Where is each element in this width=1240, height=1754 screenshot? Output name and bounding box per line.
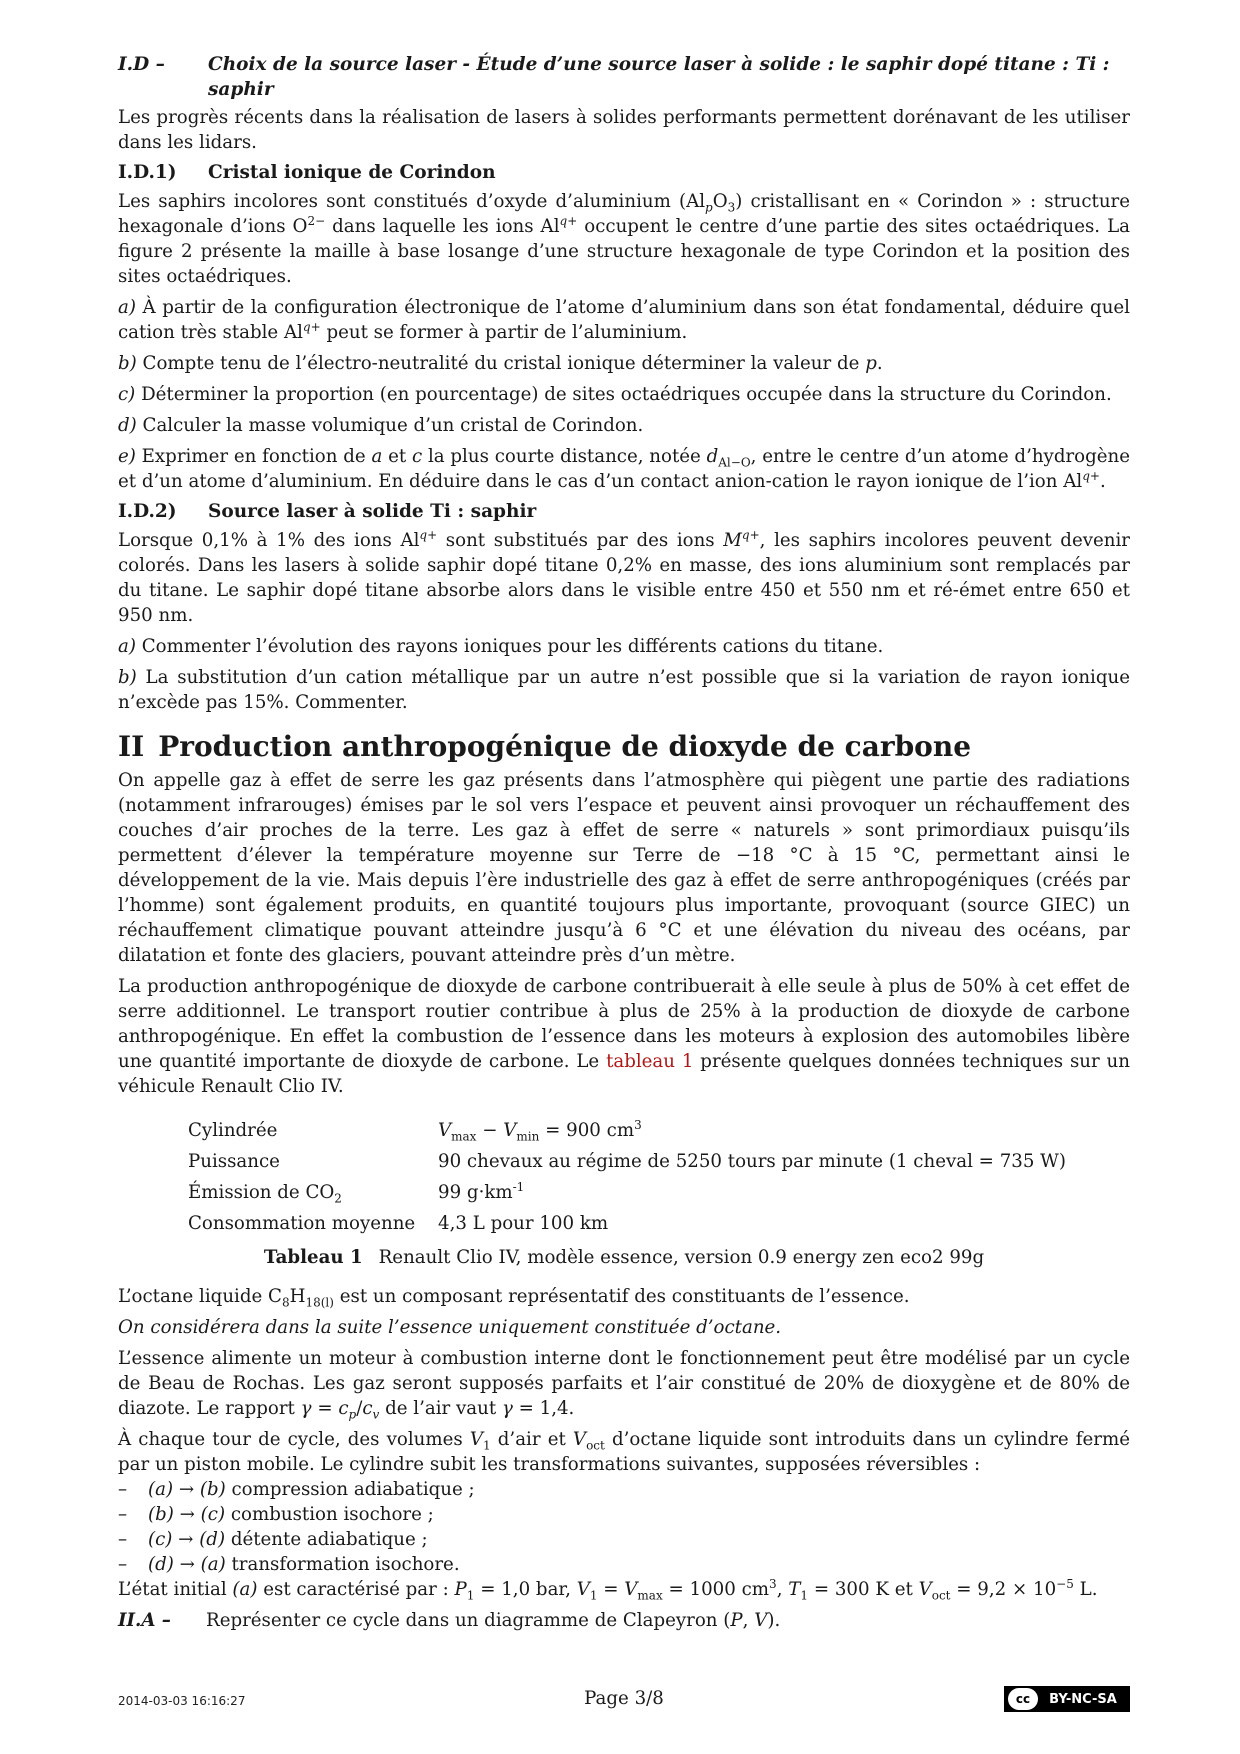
question-a: a) À partir de la configuration électronique de l’atome d’aluminium dans son état fondamental, déduire quel cation très stable $Al^{q+}$ peut se former à partir de l’aluminium. <box>118 297 1130 343</box>
subsection-heading-ID1 <box>118 160 1130 185</box>
corindon-paragraph: Les saphirs incolores sont constitués d’oxyde d’aluminium $(Al_pO_3)$ cristallisant en « Corindon » : structure hexagonale d’ions $O^{2-}$ dans laquelle les ions $Al^{q+}$ occupent le centre d’une partie des sites octaédriques. La figure 2 présente la maille à base losange d’une structure hexagonale de type Corindon et la position des sites octaédriques. <box>118 191 1131 287</box>
question-text: Représenter ce cycle dans un diagramme de Clapeyron (P, V). <box>206 1610 781 1631</box>
subsection-title: Source laser à solide Ti : saphir <box>208 501 537 522</box>
question-d: d) Calculer la masse volumique d’un cristal de Corindon. <box>118 415 644 436</box>
question-b: b) Compte tenu de l’électro-neutralité du cristal ionique déterminer la valeur de p. <box>118 353 883 374</box>
page-content <box>118 52 1130 1633</box>
question-number: II.A – <box>118 1610 171 1631</box>
cycle-paragraph: À chaque tour de cycle, des volumes $V_1$ d’air et $V_{oct}$ d’octane liquide sont introduits dans un cylindre fermé par un piston mobile. Le cylindre subit les transformations suivantes, supposées réversibles : <box>118 1429 1130 1475</box>
section-title: Choix de la source laser - Étude d’une source laser à solide : le saphir dopé titane : Ti : saphir <box>208 54 1110 100</box>
table-value: 4,3 L pour 100 km <box>438 1213 609 1234</box>
subsection-number: I.D.2) <box>118 501 177 522</box>
table-key: Consommation moyenne <box>188 1213 416 1234</box>
greenhouse-paragraph: On appelle gaz à effet de serre les gaz présents dans l’atmosphère qui piègent une partie des radiations (notamment infrarouges) émises par le sol vers l’espace et peuvent ainsi provoquer un réchauffement des couches d’air proches de la terre. Les gaz à effet de serre « naturels » sont primordiaux puisqu’ils permettent d’élever la température moyenne sur Terre de −18 °C à 15 °C, permettant ainsi le développement de la vie. Mais depuis l’ère industrielle des gaz à effet de serre anthropogéniques (créés par l’homme) sont également produits, en quantité toujours plus importante, provoquant (source GIEC) un réchauffement climatique pouvant atteindre jusqu’à 6 °C et une élévation du niveau des océans, par dilatation et fonte des glaciers, pouvant atteindre près d’un mètre. <box>118 770 1130 966</box>
subsection-number: I.D.1) <box>118 162 177 183</box>
license-badge[interactable] <box>1004 1686 1130 1712</box>
initial-state-paragraph: L’état initial (a) est caractérisé par : $P_1 = 1,0$ bar, $V_1 = V_{max} = 1000$ $cm^3$, $T_1 = 300$ K et $V_{oct} = 9,2 \times 10^{-5}$ L. <box>118 1576 1098 1603</box>
subsection-heading-ID2 <box>118 499 1130 524</box>
question-e: e) Exprimer en fonction de a et c la plus courte distance, notée $d_{Al-O}$, entre le centre d’un atome d’hydrogène et d’un atome d’aluminium. En déduire dans le cas d’un contact anion-cation le rayon ionique de l’ion $Al^{q+}$. <box>118 446 1131 492</box>
table-value: $V_{max} - V_{min} = 900$ $cm^3$ <box>438 1117 642 1144</box>
transformation-list <box>118 1477 1130 1577</box>
list-item: – (b) → (c) combustion isochore ; <box>118 1502 1130 1527</box>
table-row <box>188 1177 1066 1208</box>
list-item: – (d) → (a) transformation isochore. <box>118 1552 1130 1577</box>
section-heading-ID <box>118 52 1130 102</box>
caption-text: Renault Clio IV, modèle essence, version 0.9 energy zen eco2 99g <box>378 1247 985 1268</box>
table-caption <box>118 1245 1130 1270</box>
cc-icon: cc <box>1008 1688 1038 1710</box>
table-row <box>188 1208 1066 1239</box>
list-item: – (a) → (b) compression adiabatique ; <box>118 1477 1130 1502</box>
table-row <box>188 1115 1066 1146</box>
tisaphir-paragraph: Lorsque 0,1% à 1% des ions $Al^{q+}$ sont substitués par des ions $M^{q+}$, les saphirs incolores peuvent devenir colorés. Dans les lasers à solide saphir dopé titane 0,2% en masse, des ions aluminium sont remplacés par du titane. Le saphir dopé titane absorbe alors dans le visible entre 450 et 550 nm et ré-émet entre 650 et 950 nm. <box>118 527 1130 626</box>
technical-data-table <box>188 1115 1066 1239</box>
list-item: – (c) → (d) détente adiabatique ; <box>118 1527 1130 1552</box>
page-footer <box>118 1686 1130 1716</box>
section-heading-II <box>118 729 1130 765</box>
question-a: a) Commenter l’évolution des rayons ioniques pour les différents cations du titane. <box>118 636 884 657</box>
subsection-title: Cristal ionique de Corindon <box>208 162 496 183</box>
assumption-paragraph: On considérera dans la suite l’essence uniquement constituée d’octane. <box>118 1317 782 1338</box>
octane-paragraph: L’octane liquide $C_8H_{18(l)}$ est un composant représentatif des constituants de l’essence. <box>118 1286 910 1310</box>
table-key: Puissance <box>188 1151 280 1172</box>
license-text: BY-NC-SA <box>1049 1691 1117 1707</box>
question-c: c) Déterminer la proportion (en pourcentage) de sites octaédriques occupée dans la structure du Corindon. <box>118 384 1112 405</box>
table-reference-link[interactable]: tableau 1 <box>606 1051 694 1072</box>
table-key: Cylindrée <box>188 1120 278 1141</box>
question-b: b) La substitution d’un cation métallique par un autre n’est possible que si la variation de rayon ionique n’excède pas 15%. Commenter. <box>118 667 1130 713</box>
table-value: 90 chevaux au régime de 5250 tours par minute (1 cheval = 735 W) <box>438 1151 1066 1172</box>
table-value: 99 $g\cdot km^{-1}$ <box>438 1179 525 1203</box>
section-number: I.D – <box>118 54 165 75</box>
section-title: Production anthropogénique de dioxyde de carbone <box>158 730 972 763</box>
table-key: Émission de $CO_2$ <box>188 1182 342 1206</box>
table-row <box>188 1146 1066 1177</box>
footer-date: 2014-03-03 16:16:27 <box>118 1694 246 1708</box>
co2-paragraph: La production anthropogénique de dioxyde de carbone contribuerait à elle seule à plus de 50% à cet effet de serre additionnel. Le transport routier contribue à plus de 25% à la production de dioxyde de carbone anthropogénique. En effet la combustion de l’essence dans les moteurs à explosion des automobiles libère une quantité importante de dioxyde de carbone. Le tableau 1 présente quelques données techniques sur un véhicule Renault Clio IV. <box>118 976 1130 1097</box>
intro-paragraph: Les progrès récents dans la réalisation de lasers à solides performants permettent dorénavant de les utiliser dans les lidars. <box>118 107 1130 153</box>
caption-label: Tableau 1 <box>263 1247 363 1268</box>
question-II-A <box>118 1608 1130 1633</box>
section-number: II <box>118 730 145 763</box>
page-number: Page 3/8 <box>584 1688 664 1709</box>
engine-paragraph: L’essence alimente un moteur à combustion interne dont le fonctionnement peut être modélisé par un cycle de Beau de Rochas. Les gaz seront supposés parfaits et l’air constitué de 20% de dioxygène et de 80% de diazote. Le rapport $\gamma = c_p/c_v$ de l’air vaut γ = 1,4. <box>118 1348 1130 1422</box>
